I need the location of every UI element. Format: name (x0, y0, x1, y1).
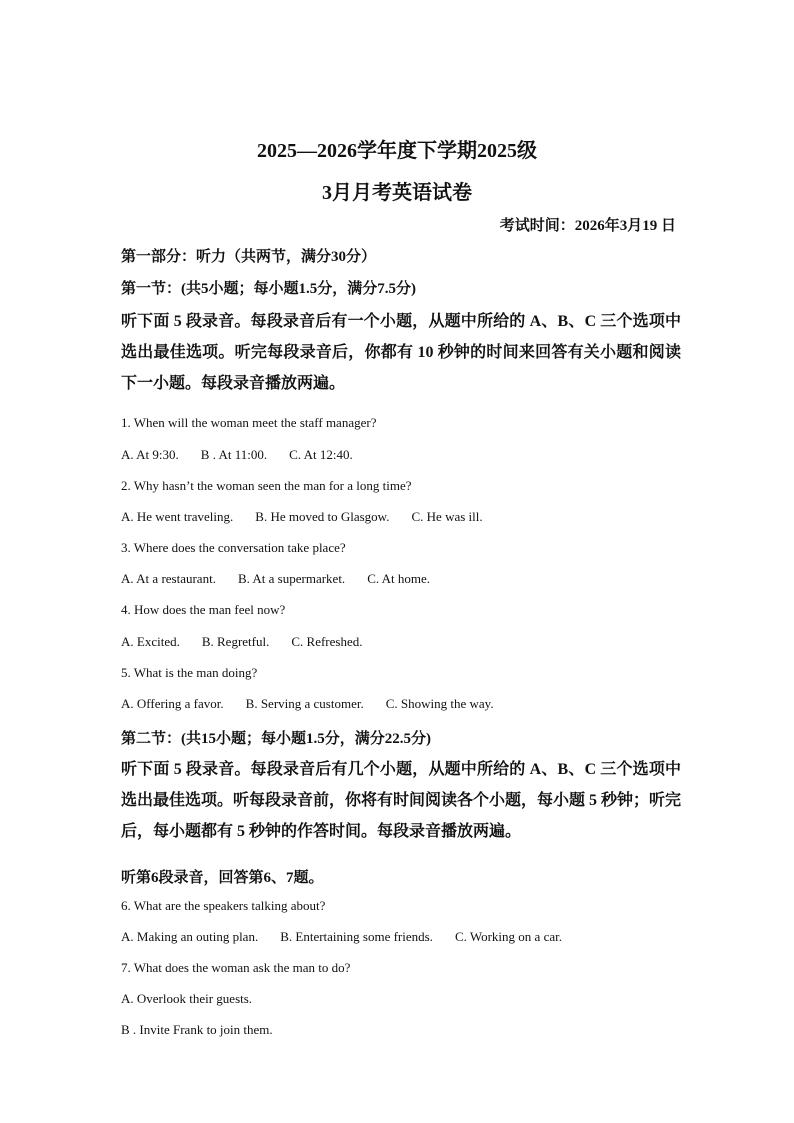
option-a: A. Making an outing plan. (121, 929, 259, 944)
option-b: B . At 11:00. (200, 447, 268, 462)
question-7: 7. What does the woman ask the man to do? (121, 960, 351, 975)
question-6-options (121, 929, 562, 945)
question-5: 5. What is the man doing? (121, 665, 258, 680)
question-5-options (121, 696, 494, 712)
option-a: A. At a restaurant. (121, 571, 216, 586)
question-1-options (121, 447, 353, 463)
question-4: 4. How does the man feel now? (121, 602, 286, 617)
option-c: C. Working on a car. (454, 929, 562, 944)
option-c: C. Refreshed. (291, 634, 363, 649)
section1-heading: 第一节：(共5小题；每小题1.5分，满分7.5分) (121, 281, 416, 297)
question-2-options (121, 509, 483, 525)
audio-6-heading: 听第6段录音，回答第6、7题。 (121, 870, 324, 886)
option-b: B. At a supermarket. (237, 571, 346, 586)
section2-heading: 第二节：(共15小题；每小题1.5分，满分22.5分) (121, 731, 431, 747)
exam-title-line1: 2025—2026学年度下学期2025级 (257, 140, 537, 162)
option-c: C. Showing the way. (385, 696, 494, 711)
question-7-option-b: B . Invite Frank to join them. (121, 1022, 273, 1037)
question-4-options (121, 634, 362, 650)
question-7-option-a: A. Overlook their guests. (121, 991, 253, 1006)
exam-time: 考试时间：2026年3月19 日 (499, 218, 676, 234)
option-c: C. At 12:40. (289, 447, 353, 462)
section1-instructions: 听下面 5 段录音。每段录音后有一个小题，从题中所给的 A、B、C 三个选项中选出最佳选项。听完每段录音后，你都有 10 秒钟的时间来回答有关小题和阅读下一小题。每段录音播放两遍。 (121, 313, 681, 392)
option-a: A. Offering a favor. (121, 696, 224, 711)
option-a: A. At 9:30. (121, 447, 179, 462)
question-6: 6. What are the speakers talking about? (121, 898, 326, 913)
option-c: C. He was ill. (411, 509, 483, 524)
part1-heading: 第一部分：听力（共两节，满分30分） (121, 249, 377, 265)
option-b: B. Serving a customer. (245, 696, 364, 711)
option-b: B. Regretful. (201, 634, 270, 649)
exam-title-line2: 3月月考英语试卷 (322, 182, 472, 204)
option-c: C. At home. (367, 571, 431, 586)
option-b: B. He moved to Glasgow. (255, 509, 390, 524)
question-2: 2. Why hasn’t the woman seen the man for a long time? (121, 478, 412, 493)
question-1: 1. When will the woman meet the staff manager? (121, 415, 377, 430)
section2-instructions: 听下面 5 段录音。每段录音后有几个小题，从题中所给的 A、B、C 三个选项中选出最佳选项。听每段录音前，你将有时间阅读各个小题，每小题 5 秒钟；听完后，每小题都有 5 秒钟的作答时间。每段录音播放两遍。 (121, 761, 682, 840)
option-a: A. Excited. (121, 634, 180, 649)
question-3-options (121, 571, 430, 587)
option-a: A. He went traveling. (121, 509, 234, 524)
question-3: 3. Where does the conversation take place? (121, 540, 346, 555)
option-b: B. Entertaining some friends. (280, 929, 433, 944)
